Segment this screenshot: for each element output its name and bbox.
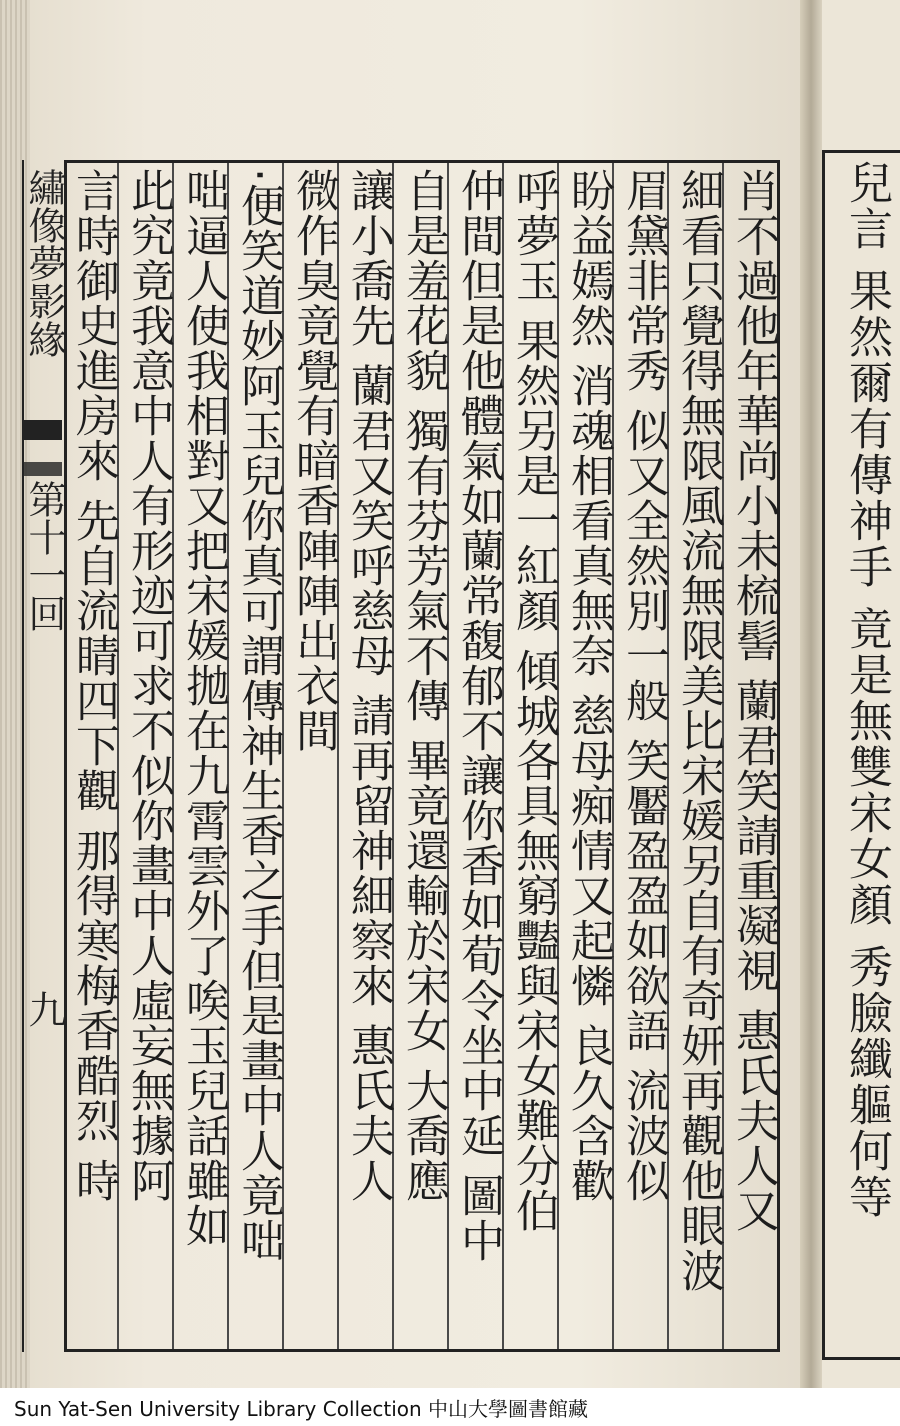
folio-number: 九 (22, 990, 66, 1028)
right-page-text-column: 兒言 果然爾有傳神手 竟是無雙宋女顏 秀臉纖軀何等 (841, 160, 892, 1220)
chapter-label: 第十一回 (22, 480, 66, 632)
text-column: 盼益嫣然 消魂相看真無奈 慈母痴情又起憐 良久含歡 (563, 168, 614, 1203)
text-column: 肖不過他年華尚小未梳髻 蘭君笑請重凝視 惠氏夫人又 (728, 168, 779, 1233)
text-column: 微作臭竟覺有暗香陣陣出衣間 (288, 168, 339, 753)
text-column: 細看只覺得無限風流無限美比宋媛另自有奇妍再觀他眼波 (673, 168, 724, 1293)
collection-caption: Sun Yat-Sen University Library Collection 中山大學圖書館藏 (14, 1397, 589, 1421)
book-gutter (800, 0, 822, 1388)
block-title: 繡像夢影緣 (22, 168, 66, 358)
text-column: 呼夢玉 果然另是一紅顏 傾城各具無窮豔與宋女難分伯 (508, 168, 559, 1233)
text-column: 讓小喬先 蘭君又笑呼慈母 請再留神細察來 惠氏夫人 (343, 168, 394, 1203)
fishtail-ornament-lower (24, 462, 62, 476)
text-column: ‧便笑道妙阿玉兒你真可謂傳神生香之手但是畫中人竟咄 (233, 168, 284, 1263)
text-column: 言時御史進房來 先自流睛四下觀 那得寒梅香酷烈 時 (68, 168, 119, 1203)
text-column: 自是羞花貌 獨有芬芳氣不傳 畢竟還輸於宋女 大喬應 (398, 168, 449, 1203)
text-column: 眉黛非常秀 似又全然別一般 笑靨盈盈如欲語 流波似 (618, 168, 669, 1203)
text-column: 仲間但是他體氣如蘭常馥郁不讓你香如荀令坐中延 圖中 (453, 168, 504, 1263)
text-column: 此究竟我意中人有形迹可求不似你畫中人虛妄無據阿 (123, 168, 174, 1203)
text-column: 咄逼人使我相對又把宋媛拋在九霄雲外了唉玉兒話雖如 (178, 168, 229, 1248)
